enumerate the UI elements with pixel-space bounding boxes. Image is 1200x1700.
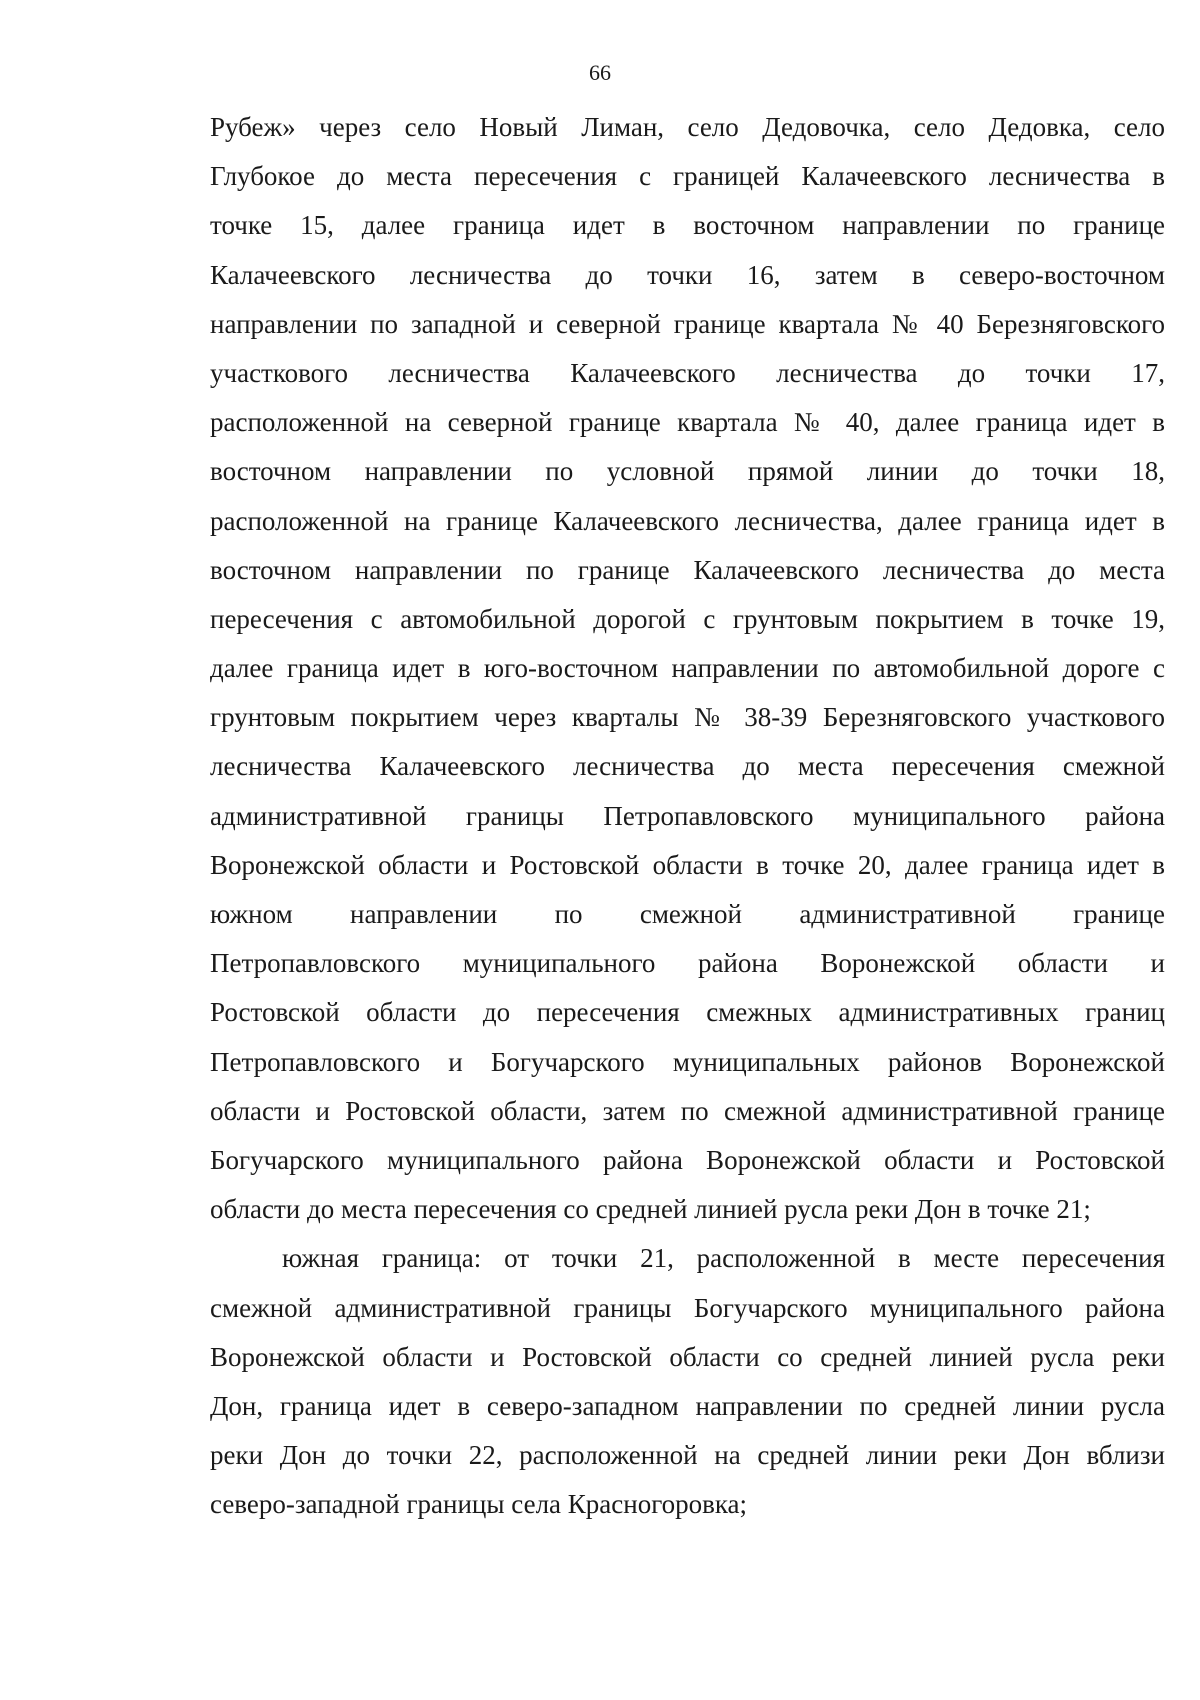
paragraph-northern-boundary-continuation xyxy=(210,103,1165,1234)
text-line: участкового лесничества Калачеевского лесничества до точки 17, xyxy=(210,357,1165,388)
text-line: Петропавловского и Богучарского муниципальных районов Воронежской xyxy=(210,1046,1165,1077)
text-line: южная граница: от точки 21, расположенной в месте пересечения xyxy=(282,1243,1165,1274)
text-line: смежной административной границы Богучарского муниципального района xyxy=(210,1292,1165,1323)
text-line: Калачеевского лесничества до точки 16, затем в северо-восточном xyxy=(210,259,1165,290)
text-line: восточном направлении по границе Калачеевского лесничества до места xyxy=(210,554,1165,585)
text-line: Ростовской области до пересечения смежных административных границ xyxy=(210,997,1165,1028)
text-line: Воронежской области и Ростовской области в точке 20, далее граница идет в xyxy=(210,849,1165,880)
text-line: области и Ростовской области, затем по смежной административной границе xyxy=(210,1095,1165,1126)
text-line: расположенной на северной границе квартала № 40, далее граница идет в xyxy=(210,407,1165,438)
page-number: 66 xyxy=(589,60,611,85)
text-line: Петропавловского муниципального района Воронежской области и xyxy=(210,948,1165,979)
text-line: административной границы Петропавловского муниципального района xyxy=(210,800,1165,831)
text-line: восточном направлении по условной прямой линии до точки 18, xyxy=(210,456,1165,487)
text-line: реки Дон до точки 22, расположенной на средней линии реки Дон вблизи xyxy=(210,1440,1165,1471)
text-line: Дон, граница идет в северо-западном направлении по средней линии русла xyxy=(210,1390,1165,1421)
text-line: Воронежской области и Ростовской области со средней линией русла реки xyxy=(210,1341,1165,1372)
document-body xyxy=(210,103,1165,1529)
text-line: Глубокое до места пересечения с границей Калачеевского лесничества в xyxy=(210,161,1165,192)
text-line: лесничества Калачеевского лесничества до места пересечения смежной xyxy=(210,751,1165,782)
text-line: направлении по западной и северной границе квартала № 40 Березняговского xyxy=(210,308,1165,339)
text-line: грунтовым покрытием через кварталы № 38-39 Березняговского участкового xyxy=(210,702,1165,733)
text-line: Богучарского муниципального района Воронежской области и Ростовской xyxy=(210,1144,1165,1175)
text-line: области до места пересечения со средней линией русла реки Дон в точке 21; xyxy=(210,1194,1091,1225)
text-line: пересечения с автомобильной дорогой с грунтовым покрытием в точке 19, xyxy=(210,603,1165,634)
text-line: далее граница идет в юго-восточном направлении по автомобильной дороге с xyxy=(210,653,1165,684)
text-line: точке 15, далее граница идет в восточном направлении по границе xyxy=(210,210,1165,241)
text-line: северо-западной границы села Красногоровка; xyxy=(210,1489,748,1520)
text-line: южном направлении по смежной административной границе xyxy=(210,899,1165,929)
paragraph-southern-boundary xyxy=(210,1234,1165,1529)
text-line: расположенной на границе Калачеевского лесничества, далее граница идет в xyxy=(210,505,1165,536)
text-line: Рубеж» через село Новый Лиман, село Дедовочка, село Дедовка, село xyxy=(210,112,1165,142)
